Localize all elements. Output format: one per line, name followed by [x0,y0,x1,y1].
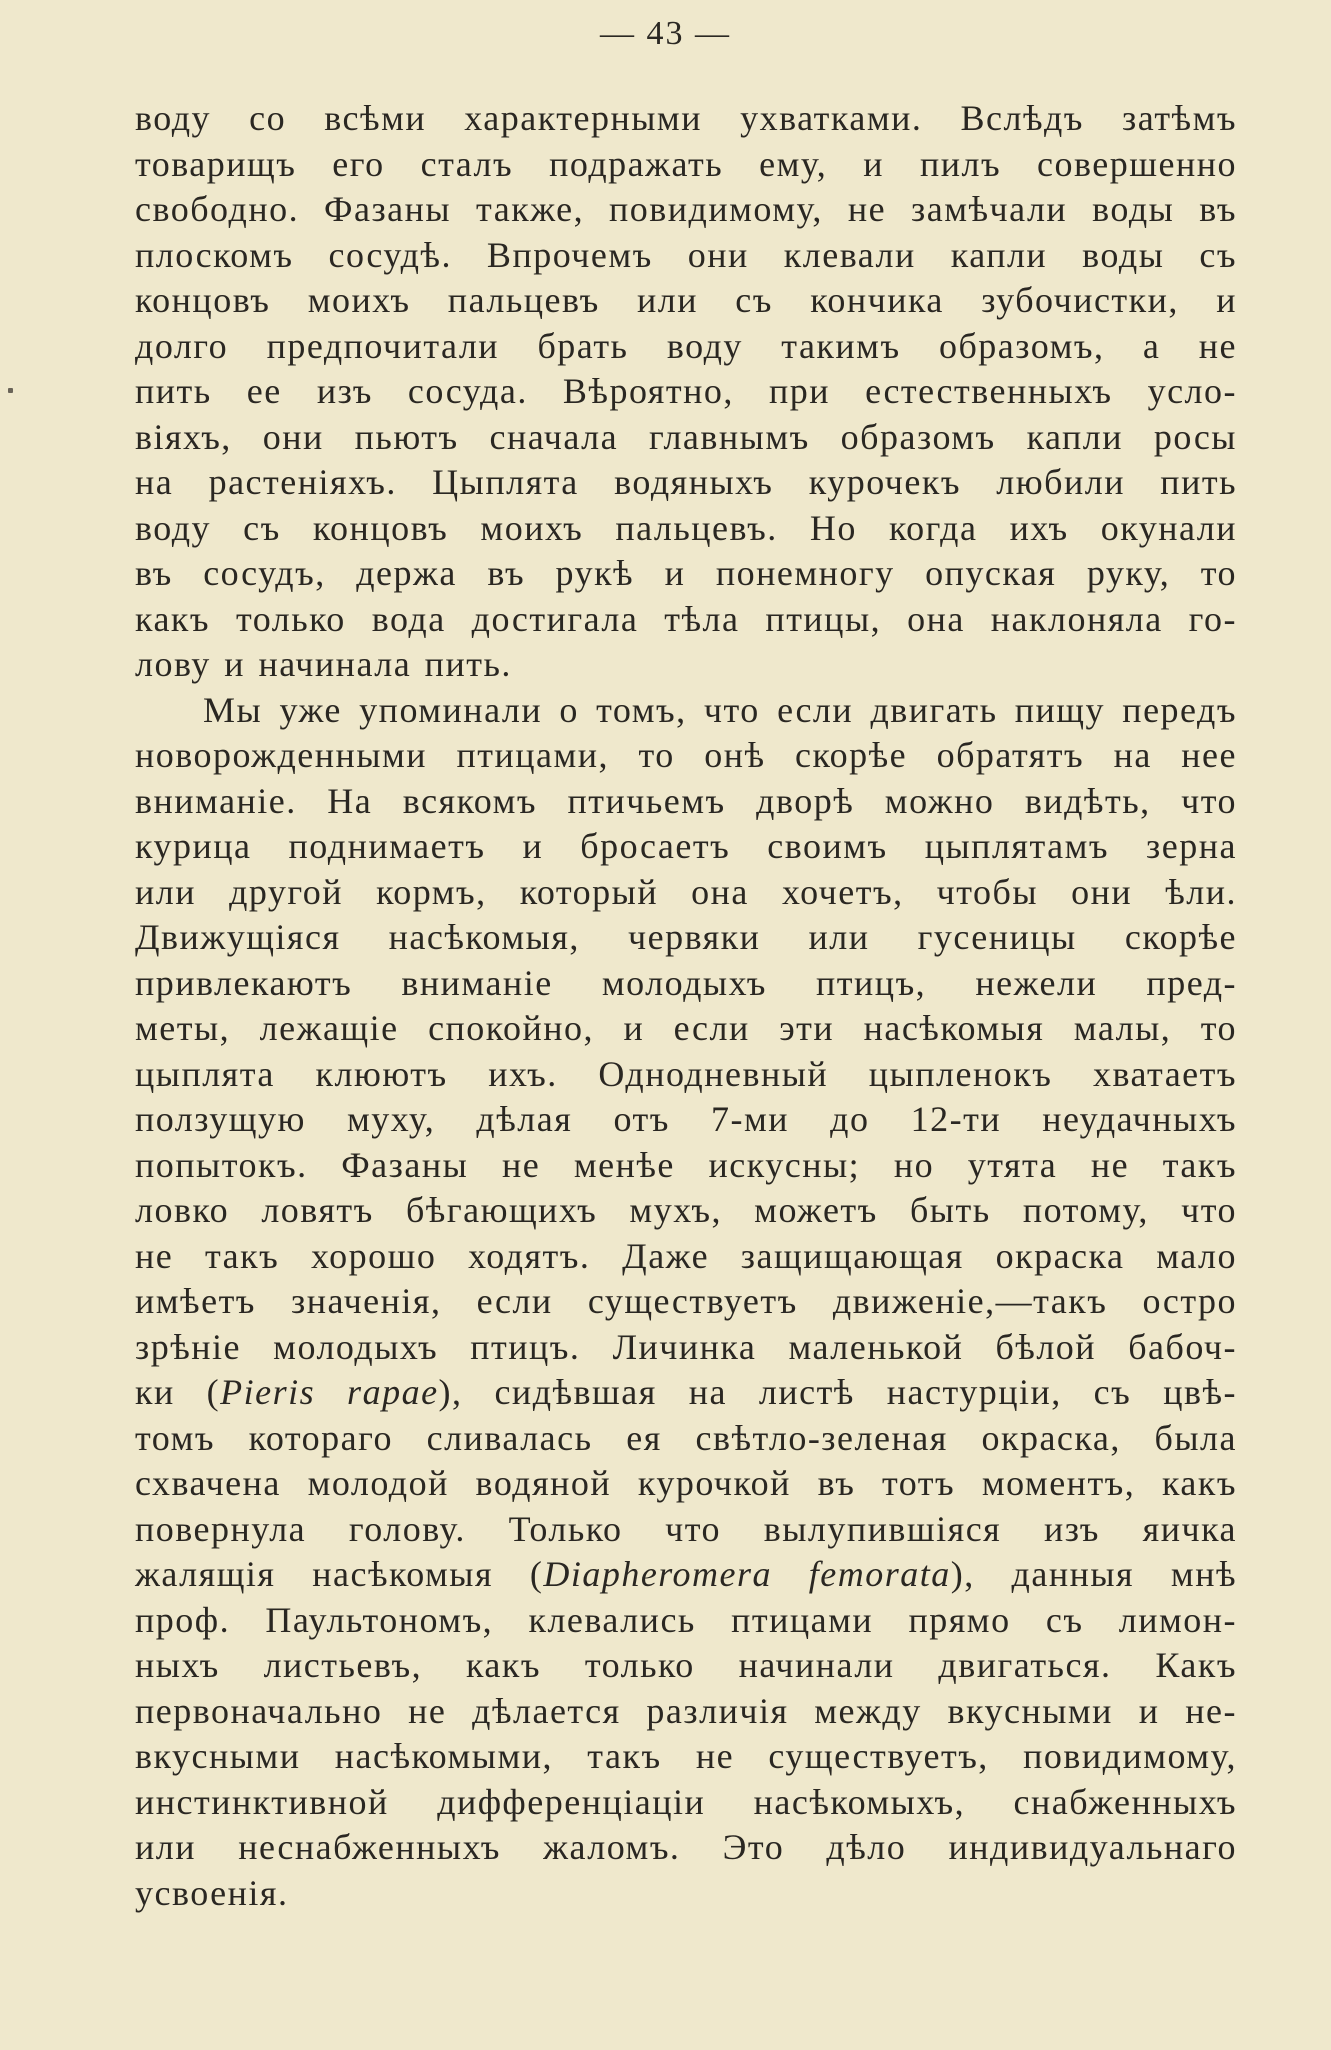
text-line: не такъ хорошо ходятъ. Даже защищающая окраска мало [135,1235,1237,1276]
text-line: схвачена молодой водяной курочкой въ тотъ моментъ, какъ [135,1463,1237,1503]
text-line: пить ее изъ сосуда. Вѣроятно, при естественныхъ усло- [135,371,1237,411]
text-line: въ сосудъ, держа въ рукѣ и понемногу опуская руку, то [135,553,1237,593]
text-line: томъ котораго сливалась ея свѣтло-зеленая окраска, была [135,1417,1237,1458]
text-line: имѣетъ значенія, если существуетъ движеніе,—такъ остро [135,1281,1237,1321]
text-line: плоскомъ сосудѣ. Впрочемъ они клевали капли воды съ [135,234,1237,275]
text-line: зрѣніе молодыхъ птицъ. Личинка маленькой бѣлой бабоч- [135,1326,1237,1367]
text-line: цыплята клюютъ ихъ. Однодневный цыпленокъ хватаетъ [135,1053,1237,1094]
page-number-header: — 43 — [600,15,731,52]
text-fragment: ), сидѣвшая на листѣ настурціи, съ цвѣ- [438,1372,1237,1412]
text-line [135,1552,1237,1598]
text-line: усвоенія. [135,1872,289,1913]
text-line: долго предпочитали брать воду такимъ образомъ, а не [135,325,1237,366]
text-line: какъ только вода достигала тѣла птицы, она наклоняла го- [135,598,1237,639]
text-line: товарищъ его сталъ подражать ему, и пилъ совершенно [135,143,1237,184]
text-fragment: жалящія насѣкомыя ( [135,1554,544,1594]
text-line: или другой кормъ, который она хочетъ, чтобы они ѣли. [135,871,1237,912]
text-line: или неснабженныхъ жаломъ. Это дѣло индивидуальнаго [135,1827,1237,1867]
text-line: привлекаютъ вниманіе молодыхъ птицъ, нежели пред- [135,962,1237,1003]
text-line: меты, лежащіе спокойно, и если эти насѣкомыя малы, то [135,1008,1237,1048]
text-line: ныхъ листьевъ, какъ только начинали двигаться. Какъ [135,1645,1237,1685]
text-line: попытокъ. Фазаны не менѣе искусны; но утята не такъ [135,1144,1237,1185]
text-line: вкусными насѣкомыми, такъ не существуетъ, повидимому, [135,1736,1237,1776]
text-line: віяхъ, они пьютъ сначала главнымъ образомъ капли росы [135,416,1237,457]
text-line: новорожденными птицами, то онѣ скорѣе обратятъ на нее [135,735,1237,775]
text-line: проф. Паультономъ, клевались птицами прямо съ лимон- [135,1599,1237,1640]
text-line: ловко ловятъ бѣгающихъ мухъ, можетъ быть потому, что [135,1190,1237,1230]
text-line: на растеніяхъ. Цыплята водяныхъ курочекъ любили пить [135,462,1237,502]
text-line: Мы уже упоминали о томъ, что если двигать пищу передъ [203,689,1237,730]
text-fragment: ), данныя мнѣ [950,1554,1238,1594]
text-fragment: ки ( [135,1372,221,1412]
text-line: воду со всѣми характерными ухватками. Вслѣдъ затѣмъ [135,98,1237,138]
text-line: вниманіе. На всякомъ птичьемъ дворѣ можно видѣть, что [135,780,1237,821]
text-line: повернула голову. Только что вылупившіяся изъ яичка [135,1508,1237,1549]
body-text [135,96,1237,1916]
text-line [135,1370,1237,1416]
text-line: воду съ концовъ моихъ пальцевъ. Но когда ихъ окунали [135,507,1237,548]
text-line: инстинктивной дифференціаціи насѣкомыхъ, снабженныхъ [135,1781,1237,1822]
text-line: первоначально не дѣлается различія между вкусными и не- [135,1690,1237,1731]
margin-mark [8,388,13,393]
text-line: курица поднимаетъ и бросаетъ своимъ цыплятамъ зерна [135,826,1237,866]
text-line: свободно. Фазаны также, повидимому, не замѣчали воды въ [135,189,1237,229]
text-line: Движущіяся насѣкомыя, червяки или гусеницы скорѣе [135,917,1237,957]
text-line: концовъ моихъ пальцевъ или съ кончика зубочистки, и [135,280,1237,320]
species-name-italic: Pieris rapae [220,1372,439,1412]
text-line: лову и начинала пить. [135,644,512,684]
text-line: ползущую муху, дѣлая отъ 7-ми до 12-ти неудачныхъ [135,1099,1237,1139]
species-name-italic: Diapheromera femorata [543,1554,951,1594]
